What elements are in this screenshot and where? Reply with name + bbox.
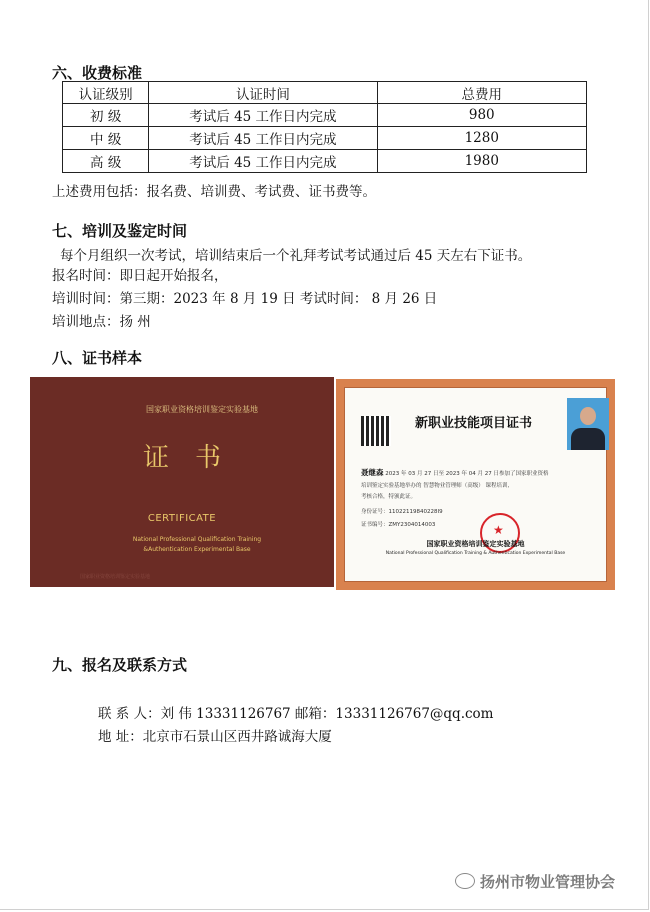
- column-header: 认证级别: [63, 82, 149, 104]
- certificate-cover-image: [30, 377, 334, 587]
- table-cell: 1280: [377, 127, 586, 150]
- portrait-head: [580, 407, 596, 425]
- table-cell: 1980: [377, 150, 586, 173]
- table-cell: 高 级: [63, 150, 149, 173]
- portrait-photo: [567, 398, 609, 450]
- section-heading-training: 七、培训及鉴定时间: [52, 222, 188, 240]
- certificate-number: 证书编号：ZMY2304014003: [361, 522, 436, 528]
- cover-english-line-2: &Authentication Experimental Base: [143, 546, 251, 553]
- cover-institution: 国家职业资格培训鉴定实验基地: [146, 405, 258, 414]
- table-cell: 考试后 45 工作日内完成: [149, 150, 377, 173]
- watermark-text: 扬州市物业管理协会: [480, 873, 616, 891]
- certificate-line-3: 考核合格，特颁此证。: [361, 494, 417, 500]
- training-location: 培训地点：扬 州: [52, 314, 151, 330]
- cover-title: 证书: [142, 443, 247, 473]
- table-row: [63, 127, 587, 150]
- contact-address-line: 地 址：北京市石景山区西井路诚海大厦: [98, 729, 332, 745]
- qr-code-icon: [361, 416, 391, 446]
- training-schedule-text: 每个月组织一次考试，培训结束后一个礼拜考试考试通过后 45 天左右下证书。: [60, 248, 532, 264]
- holder-name: 聂继森: [361, 468, 384, 477]
- table-cell: 考试后 45 工作日内完成: [149, 104, 377, 127]
- wechat-icon: [455, 873, 475, 889]
- section-heading-sample: 八、证书样本: [52, 349, 143, 367]
- certificate-base-name: 国家职业资格培训鉴定实验基地: [426, 540, 525, 548]
- certificate-title: 新职业技能项目证书: [415, 416, 533, 431]
- table-cell: 中 级: [63, 127, 149, 150]
- certificate-line-2: 培训鉴定实验基地举办的 智慧物业管理师（高级） 课程培训,: [361, 483, 510, 489]
- cover-faint-text: 国家职业资格培训鉴定实验基地: [80, 574, 151, 580]
- certificate-base-english: National Professional Qualification Training & Authentication Experimental Base: [385, 551, 566, 556]
- certificate-paper: [344, 387, 607, 582]
- registration-time: 报名时间：即日起开始报名，: [52, 268, 228, 284]
- certificate-date-text: 2023 年 03 月 27 日至 2023 年 04 月 27 日参加了国家职业资格: [385, 471, 549, 477]
- certificate-id-number: 身份证号：11022119840228I9: [361, 509, 443, 515]
- fee-table: [62, 81, 587, 173]
- table-header-row: [63, 82, 587, 104]
- seal-star-icon: ★: [493, 523, 504, 537]
- table-cell: 980: [377, 104, 586, 127]
- certificate-line-1: [361, 467, 548, 478]
- table-cell: 初 级: [63, 104, 149, 127]
- cover-certificate-label: CERTIFICATE: [147, 513, 217, 524]
- section-heading-contact: 九、报名及联系方式: [52, 656, 188, 674]
- cover-english-line-1: National Professional Qualification Training: [132, 536, 262, 543]
- section-heading-fees: 六、收费标准: [52, 64, 143, 82]
- column-header: 认证时间: [149, 82, 377, 104]
- table-row: [63, 150, 587, 173]
- portrait-suit: [571, 428, 605, 450]
- fee-note: 上述费用包括：报名费、培训费、考试费、证书费等。: [52, 184, 376, 200]
- training-time: 培训时间：第三期：2023 年 8 月 19 日 考试时间： 8 月 26 日: [52, 291, 438, 307]
- contact-person-line: 联 系 人：刘 伟 13331126767 邮箱：13331126767@qq.com: [98, 706, 494, 722]
- column-header: 总费用: [377, 82, 586, 104]
- table-cell: 考试后 45 工作日内完成: [149, 127, 377, 150]
- certificate-inner-image: [336, 379, 615, 590]
- table-row: [63, 104, 587, 127]
